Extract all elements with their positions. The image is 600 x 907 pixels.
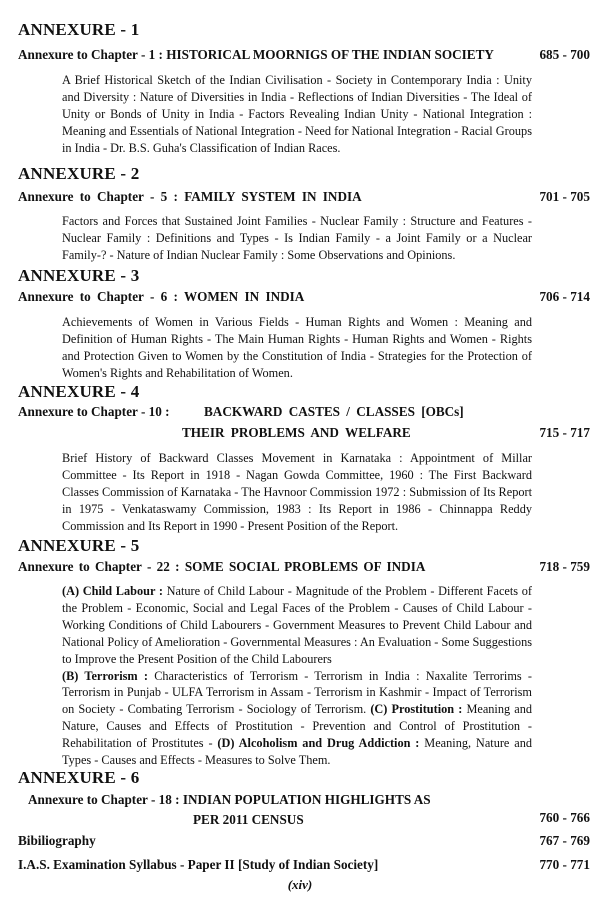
annexure-2-pages: 701 - 705 <box>539 189 590 204</box>
annexure-4-body: Brief History of Backward Classes Movement in Karnataka : Appointment of Millar Committee - Its Report in 1918 - Nagan Gowda Committee, 1960 : The First Backward Classes Commission of Karnataka - The Havnoor Commission 1972 : Submission of Its Report in 1975 - Venkataswamy Commission, 1983 : Its Report in 1986 - Chinnappa Reddy Commission and Its Report in 1990 - Present Position of the Report. <box>62 451 532 533</box>
annexure-1-body: A Brief Historical Sketch of the Indian Civilisation - Society in Contemporary India : Unity and Diversity : Nature of Diversities in India - Reflections of Indian Diversities - The Ideal of Unity or Bonds of Unity in India - Factors Revealing Indian Unity - National Integration : Meaning and Essentials of National Integration - Need for National Integration - Racial Groups in India - Dr. B.S. Guha's Classification of Indian Races. <box>62 73 532 155</box>
annexure-3-body: Achievements of Women in Various Fields - Human Rights and Women : Meaning and Definition of Human Rights - The Main Human Rights - Human Rights and Women - Rights and Protection Given to Women by the Constitution of India - Strategies for the Protection of Women's Rights and Rehabilitation of Women. <box>62 315 532 380</box>
prostitution-text: Meaning and Nature, Causes and Effects of Prostitution - Prevention and Control of Prostitution - Rehabilitation of Prostitutes - <box>62 702 533 751</box>
annexure-3-chapter <box>18 289 590 305</box>
annexure-3-heading: ANNEXURE - 3 <box>18 266 140 285</box>
annexure-3-chapter-title: Annexure to Chapter - 6 : WOMEN IN INDIA <box>18 289 305 304</box>
annexure-2-body: Factors and Forces that Sustained Joint Families - Nuclear Family : Structure and Features - Nuclear Family : Definitions and Types - Is Indian Family - a Joint Family or a Nuclear Family-? - Nature of Indian Nuclear Family : Some Observations and Opinions. <box>62 214 532 262</box>
annexure-3-pages: 706 - 714 <box>539 289 590 304</box>
annexure-6-heading: ANNEXURE - 6 <box>18 768 140 787</box>
annexure-4-chapter-line2: THEIR PROBLEMS AND WELFARE <box>182 425 411 440</box>
child-labour-label: (A) Child Labour : <box>62 584 163 598</box>
page-number: (xiv) <box>287 877 313 892</box>
annexure-1-chapter <box>18 47 590 63</box>
terrorism-label: (B) Terrorism : <box>62 668 148 683</box>
bibliography-label: Bibiliography <box>18 833 96 848</box>
bibliography-pages: 767 - 769 <box>539 833 590 848</box>
alcoholism-text: Meaning, Nature and Types - Causes and Effects - Measures to Solve Them. <box>62 736 533 768</box>
prostitution-label: (C) Prostitution : <box>370 702 463 717</box>
annexure-2-chapter <box>18 189 590 205</box>
annexure-5-pages: 718 - 759 <box>539 559 590 574</box>
annexure-4-heading: ANNEXURE - 4 <box>18 382 140 401</box>
syllabus-label: I.A.S. Examination Syllabus - Paper II [Study of Indian Society] <box>18 857 379 872</box>
annexure-4-pages: 715 - 717 <box>539 425 590 440</box>
terrorism-text: Characteristics of Terrorism - Terrorism in India : Naxalite Terrorims - Terrorism in Punjab - ULFA Terrorism in Assam - Terrorism in Kashmir - Impact of Terrorism on Society - Combating Terrorism - Sociology of Terrorism. <box>62 668 532 717</box>
annexure-4-chapter-line1: BACKWARD CASTES / CLASSES [OBCs] <box>204 404 464 419</box>
child-labour-text: Nature of Child Labour - Magnitude of the Problem - Different Facets of the Problem - Economic, Social and Legal Faces of the Problem - Causes of Child Labour - Working Conditions of Child Labourers - Government Measures to Prevent Child Labour and National Policy of Amelioration - Governmental Measures : An Evaluation - Some Suggestions to Improve the Present Position of the Child Labourers <box>62 584 532 666</box>
annexure-6-chapter-line2: PER 2011 CENSUS <box>193 812 304 827</box>
annexure-1-pages: 685 - 700 <box>539 47 590 62</box>
syllabus-entry <box>18 857 590 873</box>
syllabus-pages: 770 - 771 <box>539 857 590 872</box>
annexure-1-heading: ANNEXURE - 1 <box>18 20 140 39</box>
annexure-4-chapter-prefix: Annexure to Chapter - 10 : <box>18 404 170 419</box>
alcoholism-label: (D) Alcoholism and Drug Addiction : <box>217 736 420 751</box>
annexure-2-chapter-title: Annexure to Chapter - 5 : FAMILY SYSTEM IN INDIA <box>18 189 362 204</box>
annexure-5-heading: ANNEXURE - 5 <box>18 536 140 555</box>
bibliography-entry <box>18 833 590 849</box>
annexure-6-chapter-line1: Annexure to Chapter - 18 : INDIAN POPULATION HIGHLIGHTS AS <box>28 792 431 807</box>
annexure-1-chapter-title: Annexure to Chapter - 1 : HISTORICAL MOORNIGS OF THE INDIAN SOCIETY <box>18 47 494 62</box>
annexure-5-chapter <box>18 559 590 575</box>
annexure-5-body <box>62 583 532 769</box>
annexure-6-pages: 760 - 766 <box>539 810 590 825</box>
annexure-2-heading: ANNEXURE - 2 <box>18 164 140 183</box>
annexure-5-chapter-title: Annexure to Chapter - 22 : SOME SOCIAL PROBLEMS OF INDIA <box>18 559 426 574</box>
